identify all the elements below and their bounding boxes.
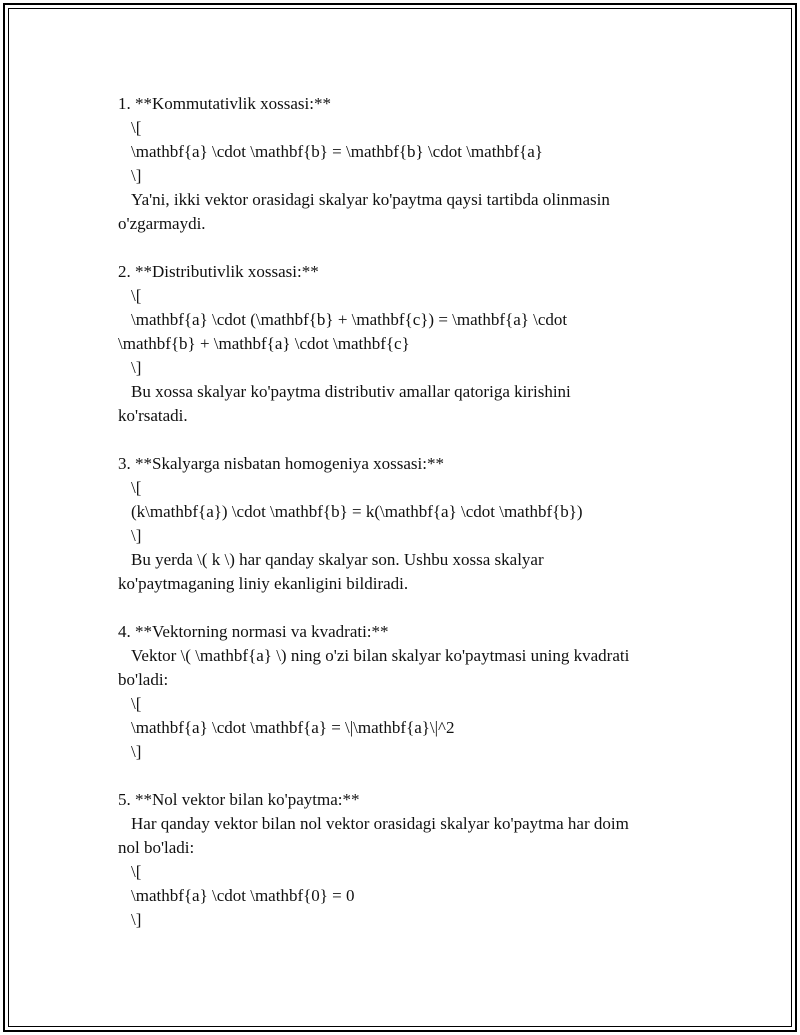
explanation-continuation: nol bo'ladi: [118,838,195,857]
explanation-line: Ya'ni, ikki vektor orasidagi skalyar ko'paytma qaysi tartibda olinmasin [131,190,610,209]
formula-open: \[ [131,862,142,881]
formula-open: \[ [131,478,142,497]
explanation-line: Bu yerda \( k \) har qanday skalyar son. Ushbu xossa skalyar [131,550,544,569]
formula-close: \] [131,166,142,185]
formula-line: \mathbf{a} \cdot \mathbf{0} = 0 [131,886,355,905]
section-heading: 4. **Vektorning normasi va kvadrati:** [118,622,389,641]
formula-open: \[ [131,118,142,137]
formula-close: \] [131,358,142,377]
section-heading: 5. **Nol vektor bilan ko'paytma:** [118,790,360,809]
explanation-continuation: bo'ladi: [118,670,169,689]
explanation-continuation: ko'paytmaganing liniy ekanligini bildiradi. [118,574,409,593]
explanation-line: Bu xossa skalyar ko'paytma distributiv amallar qatoriga kirishini [131,382,571,401]
formula-open: \[ [131,694,142,713]
explanation-line: Har qanday vektor bilan nol vektor orasidagi skalyar ko'paytma har doim [131,814,629,833]
formula-line: \mathbf{a} \cdot (\mathbf{b} + \mathbf{c}) = \mathbf{a} \cdot [131,310,568,329]
section-zero-vector [118,788,688,932]
formula-close: \] [131,526,142,545]
formula-close: \] [131,910,142,929]
section-homogeneity [118,452,688,596]
explanation-continuation: ko'rsatadi. [118,406,188,425]
section-norm-square [118,620,688,764]
formula-line: (k\mathbf{a}) \cdot \mathbf{b} = k(\mathbf{a} \cdot \mathbf{b}) [131,502,583,521]
explanation-line: Vektor \( \mathbf{a} \) ning o'zi bilan skalyar ko'paytmasi uning kvadrati [131,646,630,665]
formula-line: \mathbf{a} \cdot \mathbf{a} = \|\mathbf{a}\|^2 [131,718,455,737]
section-heading: 3. **Skalyarga nisbatan homogeniya xossasi:** [118,454,444,473]
section-heading: 2. **Distributivlik xossasi:** [118,262,319,281]
explanation-continuation: o'zgarmaydi. [118,214,206,233]
formula-line: \mathbf{a} \cdot \mathbf{b} = \mathbf{b} \cdot \mathbf{a} [131,142,543,161]
section-distributivity [118,260,688,428]
formula-close: \] [131,742,142,761]
formula-continuation: \mathbf{b} + \mathbf{a} \cdot \mathbf{c} [118,334,410,353]
document-body [118,92,688,956]
section-commutativity [118,92,688,236]
section-heading: 1. **Kommutativlik xossasi:** [118,94,331,113]
formula-open: \[ [131,286,142,305]
